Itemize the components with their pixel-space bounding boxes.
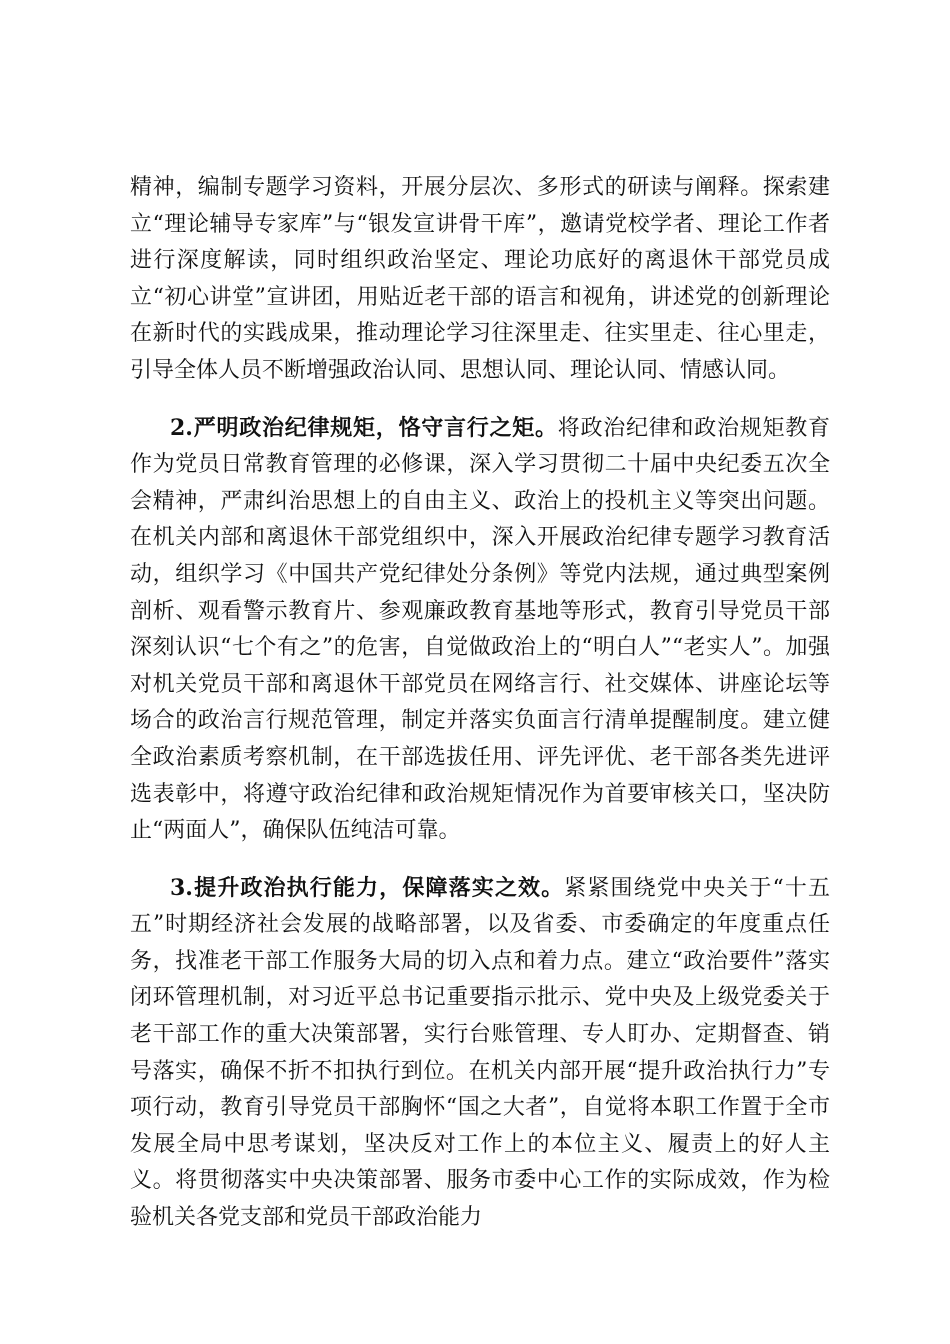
paragraph-1 [130, 170, 830, 390]
paragraph-2-body: 将政治纪律和政治规矩教育作为党员日常教育管理的必修课，深入学习贯彻二十届中央纪委五次全会精神，严肃纠治思想上的自由主义、政治上的投机主义等突出问题。在机关内部和离退休干部党组织中，深入开展政治纪律专题学习教育活动，组织学习《中国共产党纪律处分条例》等党内法规，通过典型案例剖析、观看警示教育片、参观廉政教育基地等形式，教育引导党员干部深刻认识“七个有之”的危害，自觉做政治上的“明白人”“老实人”。加强对机关党员干部和离退休干部党员在网络言行、社交媒体、讲座论坛等场合的政治言行规范管理，制定并落实负面言行清单提醒制度。建立健全政治素质考察机制，在干部选拔任用、评先评优、老干部各类先进评选表彰中，将遵守政治纪律和政治规矩情况作为首要审核关口，坚决防止“两面人”，确保队伍纯洁可靠。 [130, 415, 830, 844]
paragraph-3-body: 紧紧围绕党中央关于“十五五”时期经济社会发展的战略部署，以及省委、市委确定的年度重点任务，找准老干部工作服务大局的切入点和着力点。建立“政治要件”落实闭环管理机制，对习近平总书记重要指示批示、党中央及上级党委关于老干部工作的重大决策部署，实行台账管理、专人盯办、定期督查、销号落实，确保不折不扣执行到位。在机关内部开展“提升政治执行力”专项行动，教育引导党员干部胸怀“国之大者”，自觉将本职工作置于全市发展全局中思考谋划，坚决反对工作上的本位主义、履责上的好人主义。将贯彻落实中央决策部署、服务市委中心工作的实际成效，作为检验机关各党支部和党员干部政治能力 [130, 875, 830, 1231]
paragraph-3-heading: 3.提升政治执行能力，保障落实之效。 [170, 874, 565, 901]
document-page [130, 170, 830, 1237]
paragraph-3 [130, 870, 830, 1237]
paragraph-2-heading: 2.严明政治纪律规矩，恪守言行之矩。 [170, 414, 558, 441]
paragraph-1-body: 精神，编制专题学习资料，开展分层次、多形式的研读与阐释。探索建立“理论辅导专家库”与“银发宣讲骨干库”，邀请党校学者、理论工作者进行深度解读，同时组织政治坚定、理论功底好的离退休干部党员成立“初心讲堂”宣讲团，用贴近老干部的语言和视角，讲述党的创新理论在新时代的实践成果，推动理论学习往深里走、往实里走、往心里走，引导全体人员不断增强政治认同、思想认同、理论认同、情感认同。 [130, 175, 830, 383]
paragraph-2 [130, 410, 830, 850]
